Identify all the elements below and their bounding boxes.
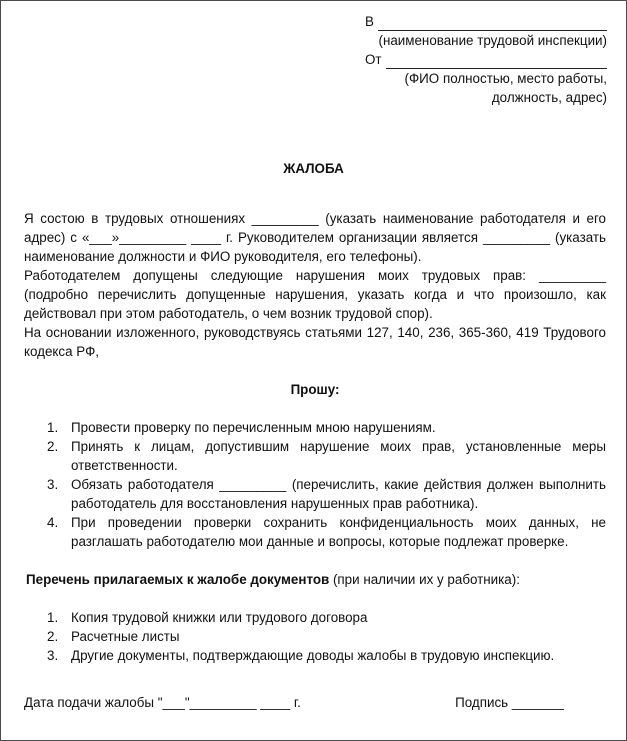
addressee-block (365, 12, 607, 107)
intro-paragraph-2: Работодателем допущены следующие нарушения моих трудовых прав: _________ (подробно перечислить допущенные нарушения, указать когда и что произошло, как действовал при этом работодатель, о чем возник трудовой спор). (24, 268, 606, 321)
to-blank-line (378, 16, 607, 31)
document-footer (24, 693, 564, 712)
intro-paragraph-3: На основании изложенного, руководствуясь статьями 127, 140, 236, 365-360, 419 Трудового кодекса РФ, (24, 325, 606, 359)
list-item-text: Расчетные листы (71, 629, 180, 644)
list-item-text: Другие документы, подтверждающие доводы жалобы в трудовую инспекцию. (71, 648, 555, 663)
list-item-number: 3. (47, 477, 59, 492)
list-item-number: 4. (47, 515, 59, 530)
list-item (24, 475, 606, 513)
list-item-text: Провести проверку по перечисленным мною нарушениям. (71, 420, 436, 435)
list-item-number: 3. (47, 648, 59, 663)
list-item-text: Копия трудовой книжки или трудового договора (71, 610, 368, 625)
list-item (24, 437, 606, 475)
from-blank-line (386, 54, 607, 69)
to-hint: (наименование трудовой инспекции) (378, 33, 607, 48)
list-item-number: 1. (47, 420, 59, 435)
submission-date: Дата подачи жалобы "___"_________ ____ г. (24, 695, 301, 710)
attachments-heading-note: (при наличии их у работника): (329, 572, 520, 587)
from-label: От (365, 52, 382, 67)
attachments-list (24, 608, 606, 665)
list-item-number: 2. (47, 629, 59, 644)
list-item (24, 627, 606, 646)
signature-line: Подпись _______ (455, 695, 564, 710)
to-label: В (365, 14, 374, 29)
request-list (24, 418, 606, 551)
request-heading: Прошу: (290, 382, 340, 397)
list-item-number: 2. (47, 439, 59, 454)
list-item (24, 513, 606, 551)
document-title: ЖАЛОБА (283, 161, 344, 176)
from-line (365, 50, 607, 69)
list-item-text: Принять к лицам, допустившим нарушение моих прав, установленные меры ответственности. (71, 439, 606, 473)
attachments-heading (24, 570, 606, 589)
document-body (24, 209, 606, 665)
to-line (365, 12, 607, 31)
list-item-text: При проведении проверки сохранить конфиденциальность моих данных, не разглашать работодателю мои данные и вопросы, которые подлежат проверке. (71, 515, 606, 549)
list-item (24, 418, 606, 437)
intro-paragraph-1: Я состою в трудовых отношениях _________ (указать наименование работодателя и его адрес) с «___»_________ ____ г. Руководителем организации является _________ (указать наименование должности и ФИО руководителя, его телефоны). (24, 211, 606, 264)
list-item-number: 1. (47, 610, 59, 625)
from-hint-2: должность, адрес) (491, 90, 607, 105)
list-item-text: Обязать работодателя _________ (перечислить, какие действия должен выполнить работодатель для восстановления нарушенных прав работника). (71, 477, 606, 511)
attachments-heading-bold: Перечень прилагаемых к жалобе документов (26, 572, 330, 587)
list-item (24, 646, 606, 665)
list-item (24, 608, 606, 627)
from-hint-1: (ФИО полностью, место работы, (404, 71, 607, 86)
